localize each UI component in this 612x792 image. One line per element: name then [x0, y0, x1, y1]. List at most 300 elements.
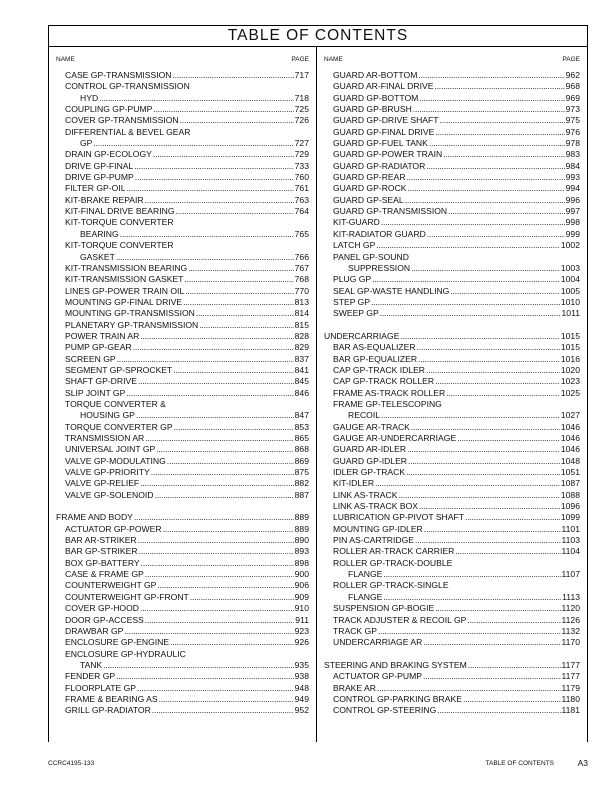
toc-entry-name: CASE & FRAME GP: [65, 569, 144, 580]
left-entries: [56, 70, 309, 717]
toc-entry-name: STEERING AND BRAKING SYSTEM: [324, 659, 467, 670]
toc-entry-name: HYD: [80, 92, 99, 103]
dot-leader: [141, 558, 294, 569]
toc-spacer: [324, 320, 580, 331]
dot-leader: [381, 410, 560, 421]
dot-leader: [133, 342, 294, 353]
dot-leader: [190, 592, 294, 603]
toc-entry[interactable]: [56, 195, 309, 206]
toc-entry-page: 998: [565, 217, 580, 228]
toc-entry-name: BAR GP-EQUALIZER: [333, 353, 418, 364]
left-header-page: PAGE: [291, 56, 309, 63]
right-column: [317, 47, 588, 742]
dot-leader: [463, 694, 561, 705]
toc-entry[interactable]: [56, 592, 309, 603]
dot-leader: [99, 93, 294, 104]
toc-entry[interactable]: [324, 229, 580, 240]
toc-entry[interactable]: [324, 467, 580, 478]
toc-entry[interactable]: [324, 433, 580, 444]
toc-entry[interactable]: [324, 297, 580, 308]
toc-entry-page: 1020: [560, 364, 580, 375]
dot-leader: [427, 229, 565, 240]
toc-entry[interactable]: [324, 195, 580, 206]
toc-entry[interactable]: [324, 478, 580, 489]
toc-entry[interactable]: [324, 524, 580, 535]
toc-entry[interactable]: [56, 535, 309, 546]
toc-entry[interactable]: [56, 422, 309, 433]
dot-leader: [426, 365, 560, 376]
toc-entry-page: 1132: [561, 625, 580, 636]
toc-entry[interactable]: [324, 569, 580, 580]
dot-leader: [435, 127, 564, 138]
toc-entry-name: TORQUE CONVERTER GP: [65, 421, 173, 432]
toc-entry-name: DRIVE GP-FINAL: [65, 160, 134, 171]
toc-entry[interactable]: [324, 127, 580, 138]
toc-entry[interactable]: [324, 456, 580, 467]
toc-entry[interactable]: [324, 399, 580, 410]
toc-entry[interactable]: [56, 444, 309, 455]
toc-entry-name: GUARD GP-FUEL TANK: [333, 138, 428, 149]
toc-entry[interactable]: [324, 694, 580, 705]
toc-entry-page: 935: [294, 659, 309, 670]
toc-entry[interactable]: [56, 183, 309, 194]
toc-entry[interactable]: [56, 138, 309, 149]
dot-leader: [411, 422, 560, 433]
toc-entry-name: DRIVE GP-PUMP: [65, 172, 134, 183]
toc-entry[interactable]: [56, 683, 309, 694]
toc-spacer: [324, 649, 580, 660]
dot-leader: [167, 456, 294, 467]
toc-entry[interactable]: [324, 535, 580, 546]
toc-entry-name: KIT-TORQUE CONVERTER: [65, 240, 174, 251]
dot-leader: [378, 626, 561, 637]
dot-leader: [467, 615, 560, 626]
toc-entry[interactable]: [324, 354, 580, 365]
dot-leader: [174, 422, 294, 433]
toc-entry[interactable]: [324, 705, 580, 716]
dot-leader: [180, 115, 294, 126]
toc-entry-name: SHAFT GP-DRIVE: [65, 376, 137, 387]
dot-leader: [418, 70, 564, 81]
toc-entry[interactable]: [56, 558, 309, 569]
dot-leader: [435, 603, 560, 614]
dot-leader: [145, 569, 294, 580]
toc-entry[interactable]: [56, 81, 309, 92]
toc-entry[interactable]: [56, 240, 309, 251]
toc-entry[interactable]: [56, 546, 309, 557]
toc-entry-page: 1096: [560, 501, 580, 512]
toc-entry[interactable]: [324, 546, 580, 557]
dot-leader: [415, 535, 560, 546]
toc-entry-page: 813: [294, 296, 309, 307]
toc-entry-name: MOUNTING GP-IDLER: [333, 523, 423, 534]
toc-entry[interactable]: [56, 365, 309, 376]
right-header-page: PAGE: [562, 56, 580, 63]
toc-entry-name: GUARD GP-BOTTOM: [333, 92, 419, 103]
toc-entry[interactable]: [324, 501, 580, 512]
toc-entry-page: 814: [294, 308, 309, 319]
toc-entry[interactable]: [324, 444, 580, 455]
dot-leader: [372, 274, 560, 285]
toc-entry-page: 997: [565, 206, 580, 217]
toc-entry-name: COVER GP-HOOD: [65, 603, 140, 614]
dot-leader: [138, 535, 294, 546]
toc-entry-page: 923: [294, 625, 309, 636]
toc-entry-page: 717: [294, 70, 309, 80]
toc-entry[interactable]: [324, 342, 580, 353]
dot-leader: [196, 308, 294, 319]
toc-entry[interactable]: [56, 274, 309, 285]
toc-entry[interactable]: [56, 127, 309, 138]
toc-entry[interactable]: [56, 615, 309, 626]
toc-entry-page: 1120: [561, 603, 580, 614]
dot-leader: [435, 376, 560, 387]
dot-leader: [423, 637, 560, 648]
toc-entry-page: 949: [294, 693, 309, 704]
toc-entry-name: GUARD GP-SEAL: [333, 194, 404, 205]
toc-entry[interactable]: [56, 115, 309, 126]
toc-entry-name: CAP GP-TRACK ROLLER: [333, 376, 435, 387]
toc-entry-name: GP: [80, 138, 93, 149]
toc-spacer: [56, 501, 309, 512]
dot-leader: [429, 138, 565, 149]
dot-leader: [417, 342, 560, 353]
left-column-header: [56, 55, 309, 65]
toc-entry-name: PLUG GP: [333, 274, 372, 285]
toc-entry-page: 845: [294, 376, 309, 387]
toc-entry-page: 1051: [560, 467, 580, 478]
toc-entry[interactable]: [324, 671, 580, 682]
dot-leader: [172, 70, 293, 81]
toc-entry-name: GUARD GP-REAR: [333, 172, 406, 183]
toc-entry[interactable]: [56, 694, 309, 705]
toc-entry-page: 1005: [560, 285, 580, 296]
toc-entry-page: 733: [294, 160, 309, 171]
toc-entry[interactable]: [56, 172, 309, 183]
toc-entry[interactable]: [56, 161, 309, 172]
toc-entry-page: 1010: [560, 296, 580, 307]
toc-entry[interactable]: [56, 331, 309, 342]
toc-entry[interactable]: [56, 660, 309, 671]
dot-leader: [184, 274, 293, 285]
toc-entry[interactable]: [324, 422, 580, 433]
toc-entry-page: 898: [294, 557, 309, 568]
toc-entry-name: MOUNTING GP-FINAL DRIVE: [65, 296, 183, 307]
right-entries: [324, 70, 580, 717]
toc-entry-name: GUARD GP-DRIVE SHAFT: [333, 115, 439, 126]
toc-entry[interactable]: [56, 376, 309, 387]
toc-entry[interactable]: [324, 603, 580, 614]
toc-entry[interactable]: [56, 206, 309, 217]
dot-leader: [134, 161, 293, 172]
toc-entry-page: 1088: [560, 489, 580, 500]
toc-entry[interactable]: [56, 512, 309, 523]
toc-entry-name: PANEL GP-SOUND: [333, 251, 409, 262]
toc-entry-name: GUARD GP-RADIATOR: [333, 160, 426, 171]
dot-leader: [139, 546, 294, 557]
dot-leader: [117, 354, 294, 365]
dot-leader: [135, 172, 294, 183]
toc-entry-name: SUSPENSION GP-BOGIE: [333, 603, 435, 614]
toc-entry[interactable]: [324, 70, 580, 81]
toc-entry-page: 767: [294, 262, 309, 273]
toc-entry[interactable]: [324, 512, 580, 523]
toc-entry-page: 911: [295, 614, 309, 625]
toc-entry-name: BOX GP-BATTERY: [65, 557, 140, 568]
toc-entry-page: 853: [294, 421, 309, 432]
toc-entry[interactable]: [324, 615, 580, 626]
toc-entry[interactable]: [324, 580, 580, 591]
toc-entry[interactable]: [56, 671, 309, 682]
toc-entry-name: GAUGE AR-TRACK: [333, 421, 410, 432]
toc-entry-name: COUPLING GP-PUMP: [65, 104, 153, 115]
toc-entry-page: 909: [294, 591, 309, 602]
dot-leader: [159, 694, 294, 705]
toc-entry-page: 1015: [560, 330, 580, 341]
toc-entry-page: 1180: [561, 693, 580, 704]
toc-entry[interactable]: [56, 410, 309, 421]
toc-entry[interactable]: [324, 81, 580, 92]
toc-entry[interactable]: [56, 580, 309, 591]
toc-entry-page: 973: [565, 104, 580, 115]
dot-leader: [455, 546, 560, 557]
toc-entry[interactable]: [56, 467, 309, 478]
dot-leader: [126, 183, 293, 194]
toc-entry[interactable]: [56, 70, 309, 81]
toc-entry[interactable]: [324, 149, 580, 160]
toc-entry[interactable]: [324, 252, 580, 263]
toc-entry[interactable]: [56, 308, 309, 319]
dot-leader: [407, 444, 560, 455]
toc-entry-name: GUARD GP-IDLER: [333, 455, 408, 466]
toc-entry-page: 948: [294, 682, 309, 693]
dot-leader: [145, 195, 294, 206]
dot-leader: [138, 376, 294, 387]
toc-entry-name: BEARING: [80, 228, 119, 239]
toc-entry[interactable]: [56, 229, 309, 240]
dot-leader: [176, 206, 294, 217]
toc-entry-name: BAR GP-STRIKER: [65, 546, 138, 557]
toc-entry-page: 893: [294, 546, 309, 557]
dot-leader: [371, 297, 560, 308]
dot-leader: [93, 138, 293, 149]
title-box: [48, 25, 588, 47]
toc-entry[interactable]: [56, 490, 309, 501]
toc-entry[interactable]: [56, 104, 309, 115]
toc-entry[interactable]: [56, 433, 309, 444]
dot-leader: [199, 320, 293, 331]
toc-entry[interactable]: [324, 274, 580, 285]
toc-entry[interactable]: [324, 376, 580, 387]
dot-leader: [140, 478, 293, 489]
dot-leader: [423, 671, 561, 682]
dot-leader: [468, 660, 561, 671]
dot-leader: [116, 671, 294, 682]
toc-entry-page: 727: [294, 138, 309, 149]
toc-entry[interactable]: [324, 138, 580, 149]
toc-entry[interactable]: [56, 388, 309, 399]
toc-entry-name: RECOIL: [348, 410, 380, 421]
toc-entry-name: FRAME AS-TRACK ROLLER: [333, 387, 446, 398]
toc-entry[interactable]: [56, 626, 309, 637]
toc-entry-page: 1025: [560, 387, 580, 398]
toc-entry[interactable]: [324, 263, 580, 274]
dot-leader: [457, 433, 560, 444]
toc-entry[interactable]: [56, 569, 309, 580]
toc-entry[interactable]: [324, 240, 580, 251]
toc-entry[interactable]: [56, 399, 309, 410]
toc-entry-page: 865: [294, 433, 309, 443]
page-title: TABLE OF CONTENTS: [227, 27, 409, 44]
toc-entry[interactable]: [324, 490, 580, 501]
toc-entry-page: 763: [294, 194, 309, 205]
toc-entry[interactable]: [56, 705, 309, 716]
dot-leader: [408, 183, 565, 194]
toc-entry-name: CONTROL GP-PARKING BRAKE: [333, 693, 462, 704]
toc-entry-name: POWER TRAIN AR: [65, 330, 140, 341]
toc-entry-name: FRAME GP-TELESCOPING: [333, 398, 442, 409]
toc-entry-name: UNDERCARRIAGE: [324, 330, 400, 341]
toc-entry-name: VALVE GP-RELIEF: [65, 478, 140, 489]
footer-page-number: A3: [577, 758, 588, 768]
toc-entry[interactable]: [56, 354, 309, 365]
toc-entry[interactable]: [56, 320, 309, 331]
toc-entry-name: TRACK GP: [333, 625, 377, 636]
toc-entry[interactable]: [56, 93, 309, 104]
toc-entry-name: HOUSING GP: [80, 410, 135, 421]
toc-entry[interactable]: [324, 161, 580, 172]
toc-entry-page: 761: [294, 183, 309, 194]
toc-entry-page: 984: [565, 160, 580, 171]
dot-leader: [145, 615, 295, 626]
toc-entry[interactable]: [324, 626, 580, 637]
toc-entry-name: ENCLOSURE GP-ENGINE: [65, 637, 170, 648]
dot-leader: [408, 456, 560, 467]
toc-entry-name: SLIP JOINT GP: [65, 387, 126, 398]
toc-entry[interactable]: [324, 93, 580, 104]
toc-entry[interactable]: [56, 286, 309, 297]
dot-leader: [170, 637, 294, 648]
toc-entry-name: GASKET: [80, 251, 115, 262]
toc-entry-page: 766: [294, 251, 309, 262]
dot-leader: [375, 478, 560, 489]
toc-entry[interactable]: [56, 342, 309, 353]
dot-leader: [406, 467, 560, 478]
toc-entry-name: KIT-RADIATOR GUARD: [333, 228, 426, 239]
toc-entry[interactable]: [324, 217, 580, 228]
toc-entry[interactable]: [324, 410, 580, 421]
toc-entry[interactable]: [324, 365, 580, 376]
dot-leader: [157, 580, 293, 591]
toc-entry-name: TANK: [80, 659, 103, 670]
toc-entry-name: CONTROL GP-STEERING: [333, 705, 437, 716]
toc-entry-page: 993: [565, 172, 580, 183]
toc-entry[interactable]: [324, 183, 580, 194]
toc-entry[interactable]: [324, 637, 580, 648]
toc-entry[interactable]: [56, 252, 309, 263]
toc-entry-page: 926: [294, 637, 309, 648]
toc-entry[interactable]: [324, 308, 580, 319]
toc-entry-name: CAP GP-TRACK IDLER: [333, 364, 426, 375]
toc-entry-name: BAR AS-EQUALIZER: [333, 342, 416, 353]
toc-entry-page: 770: [294, 285, 309, 296]
toc-entry-name: IDLER GP-TRACK: [333, 467, 406, 478]
dot-leader: [188, 263, 293, 274]
toc-entry-page: 841: [294, 364, 309, 375]
dot-leader: [116, 252, 294, 263]
toc-entry-page: 978: [565, 138, 580, 149]
toc-entry-name: VALVE GP-MODULATING: [65, 455, 166, 466]
toc-entry-name: SUPPRESSION: [348, 262, 411, 273]
toc-entry[interactable]: [324, 331, 580, 342]
toc-entry-name: VALVE GP-SOLENOID: [65, 489, 154, 500]
toc-entry-name: DRAWBAR GP: [65, 625, 124, 636]
toc-entry-page: 1087: [560, 478, 580, 489]
toc-entry[interactable]: [324, 104, 580, 115]
toc-entry-page: 1103: [561, 535, 580, 546]
toc-entry-name: KIT-TRANSMISSION GASKET: [65, 274, 184, 285]
toc-entry-name: GRILL GP-RADIATOR: [65, 705, 151, 716]
toc-entry[interactable]: [56, 456, 309, 467]
toc-entry[interactable]: [324, 388, 580, 399]
toc-entry[interactable]: [324, 115, 580, 126]
toc-entry[interactable]: [56, 603, 309, 614]
toc-entry[interactable]: [56, 637, 309, 648]
toc-entry-page: 910: [294, 603, 309, 614]
toc-entry-page: 1126: [561, 614, 580, 625]
toc-entry-page: 1181: [561, 705, 580, 716]
toc-entry-page: 968: [565, 81, 580, 92]
dot-leader: [156, 444, 293, 455]
toc-entry-page: 828: [294, 330, 309, 341]
dot-leader: [136, 410, 294, 421]
toc-entry[interactable]: [56, 263, 309, 274]
toc-entry[interactable]: [324, 172, 580, 183]
toc-entry-name: CONTROL GP-TRANSMISSION: [65, 81, 190, 92]
dot-leader: [120, 229, 294, 240]
toc-entry[interactable]: [56, 524, 309, 535]
dot-leader: [183, 297, 294, 308]
dot-leader: [437, 705, 560, 716]
right-header-name: NAME: [324, 56, 343, 63]
right-column-header: [324, 55, 580, 65]
toc-entry[interactable]: [56, 149, 309, 160]
toc-entry[interactable]: [56, 478, 309, 489]
toc-entry-page: 729: [294, 149, 309, 160]
dot-leader: [134, 512, 294, 523]
toc-entry-name: FLANGE: [348, 569, 383, 580]
toc-entry[interactable]: [324, 660, 580, 671]
toc-entry[interactable]: [324, 286, 580, 297]
toc-entry-page: 1023: [560, 376, 580, 387]
toc-entry[interactable]: [324, 206, 580, 217]
toc-entry-name: KIT-BRAKE REPAIR: [65, 194, 144, 205]
toc-entry[interactable]: [56, 217, 309, 228]
toc-entry-name: TORQUE CONVERTER &: [65, 398, 166, 409]
toc-entry[interactable]: [324, 558, 580, 569]
toc-entry-page: 1016: [560, 353, 580, 364]
toc-entry-page: 726: [294, 115, 309, 126]
toc-entry[interactable]: [56, 649, 309, 660]
toc-entry[interactable]: [56, 297, 309, 308]
toc-entry[interactable]: [324, 592, 580, 603]
toc-entry[interactable]: [324, 683, 580, 694]
toc-entry-name: COVER GP-TRANSMISSION: [65, 115, 179, 126]
toc-entry-name: ENCLOSURE GP-HYDRAULIC: [65, 648, 186, 659]
toc-entry-page: 768: [294, 274, 309, 285]
dot-leader: [126, 388, 293, 399]
toc-entry-name: DOOR GP-ACCESS: [65, 614, 144, 625]
